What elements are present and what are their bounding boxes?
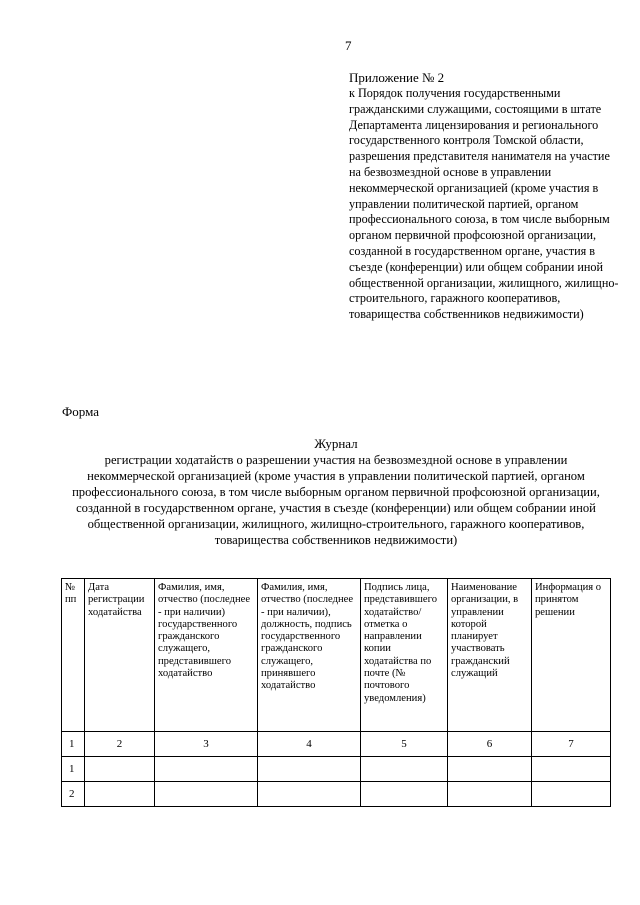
table-cell <box>448 757 532 782</box>
row-number-cell: 2 <box>62 782 85 807</box>
appendix-text: к Порядок получения государственными гражданскими служащими, состоящими в штате Департамента лицензирования и регионального государственного контроля Томской области, разрешения представителя нанимателя на участие на безвозмездной основе в управлении некоммерческой организацией (кроме участия в управлении политической партией, органом профессионального союза, в том числе выборным органом первичной профсоюзной организации, созданной в государственном органе, участия в съезде (конференции) или общем собрании иной общественной организации, жилищного, жилищно-строительного, гаражного кооперативов, товарищества собственников недвижимости) <box>349 86 619 322</box>
registration-table <box>61 578 611 807</box>
table-cell <box>361 757 448 782</box>
table-cell <box>85 757 155 782</box>
table-cell <box>258 782 361 807</box>
table-cell <box>155 782 258 807</box>
column-number-cell: 1 <box>62 732 85 757</box>
table-cell <box>448 782 532 807</box>
form-label: Форма <box>62 404 99 419</box>
table-header-row <box>62 579 611 732</box>
column-number-cell: 4 <box>258 732 361 757</box>
header-cell-organization: Наименование организации, в управлении которой планирует участвовать гражданский служащий <box>448 579 532 732</box>
table-cell <box>532 757 611 782</box>
header-cell-number: № пп <box>62 579 85 732</box>
column-number-cell: 3 <box>155 732 258 757</box>
header-cell-signature: Подпись лица, представившего ходатайство/ отметка о направлении копии ходатайства по почте (№ почтового уведомления) <box>361 579 448 732</box>
row-number-cell: 1 <box>62 757 85 782</box>
header-cell-decision: Информация о принятом решении <box>532 579 611 732</box>
journal-heading <box>62 436 610 548</box>
header-cell-registration-date: Дата регистрации ходатайства <box>85 579 155 732</box>
table-cell <box>258 757 361 782</box>
table-row <box>62 782 611 807</box>
appendix-block <box>349 70 619 323</box>
column-number-cell: 2 <box>85 732 155 757</box>
table-cell <box>85 782 155 807</box>
journal-subtitle: регистрации ходатайств о разрешении участия на безвозмездной основе в управлении некоммерческой организацией (кроме участия в управлении политической партией, органом профессионального союза, в том числе выборным органом первичной профсоюзной организации, созданной в государственном органе, участия в съезде (конференции) или общем собрании иной общественной организации, жилищного, жилищно-строительного, гаражного кооперативов, товарищества собственников недвижимости) <box>72 453 600 547</box>
appendix-title: Приложение № 2 <box>349 70 445 85</box>
table-cell <box>155 757 258 782</box>
header-cell-receiver-name: Фамилия, имя, отчество (последнее - при наличии), должность, подпись государственного гражданского служащего, принявшего ходатайство <box>258 579 361 732</box>
column-number-row <box>62 732 611 757</box>
journal-title: Журнал <box>314 436 358 451</box>
table-row <box>62 757 611 782</box>
table-cell <box>532 782 611 807</box>
column-number-cell: 7 <box>532 732 611 757</box>
header-cell-applicant-name: Фамилия, имя, отчество (последнее - при наличии) государственного гражданского служащего, представившего ходатайство <box>155 579 258 732</box>
column-number-cell: 5 <box>361 732 448 757</box>
page-number: 7 <box>345 38 352 53</box>
table-cell <box>361 782 448 807</box>
column-number-cell: 6 <box>448 732 532 757</box>
